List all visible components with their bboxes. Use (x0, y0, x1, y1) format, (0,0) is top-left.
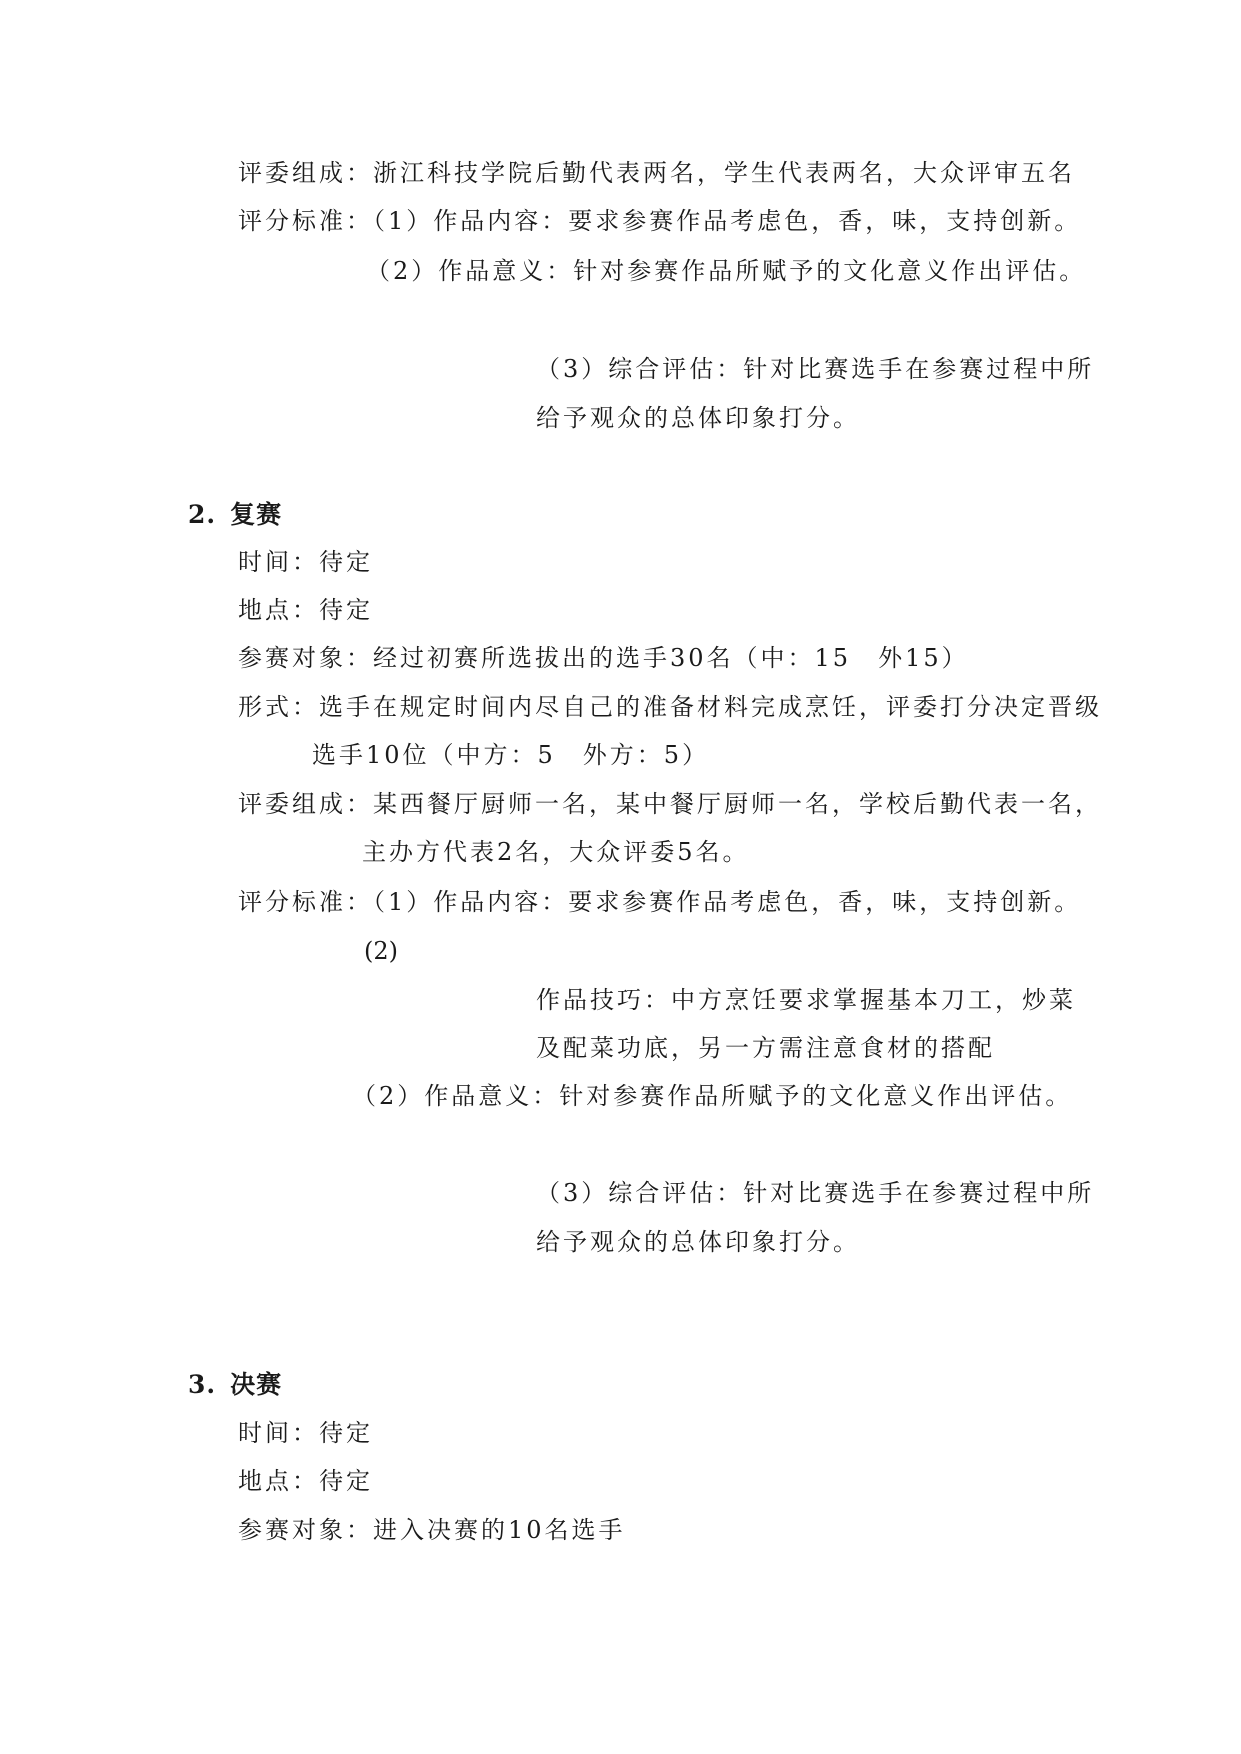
semifinal-criteria-skill: 作品技巧：中方烹饪要求掌握基本刀工，炒菜 (536, 986, 1076, 1014)
section-number: 2. (188, 500, 217, 529)
scoring-criteria-overall-cont: 给予观众的总体印象打分。 (536, 404, 860, 432)
semifinal-criteria-content: 评分标准：（1）作品内容：要求参赛作品考虑色，香，味，支持创新。 (238, 888, 1082, 916)
scoring-criteria-meaning: （2）作品意义：针对参赛作品所赋予的文化意义作出评估。 (366, 257, 1087, 285)
section-title: 决赛 (230, 1370, 283, 1399)
semifinal-participants: 参赛对象：经过初赛所选拔出的选手30名（中：15 外15） (238, 644, 969, 672)
semifinal-criteria-2-label: (2) (364, 937, 398, 965)
scoring-criteria-overall: （3）综合评估：针对比赛选手在参赛过程中所 (536, 355, 1095, 383)
final-participants: 参赛对象：进入决赛的10名选手 (238, 1516, 626, 1544)
judges-composition: 评委组成：浙江科技学院后勤代表两名，学生代表两名，大众评审五名 (238, 159, 1075, 187)
semifinal-judges: 评委组成：某西餐厅厨师一名，某中餐厅厨师一名，学校后勤代表一名， (238, 790, 1102, 818)
semifinal-criteria-overall-cont: 给予观众的总体印象打分。 (536, 1228, 860, 1256)
final-place: 地点：待定 (238, 1467, 373, 1495)
semifinal-criteria-meaning: （2）作品意义：针对参赛作品所赋予的文化意义作出评估。 (352, 1082, 1073, 1110)
section-heading-semifinal (188, 500, 282, 530)
semifinal-time: 时间：待定 (238, 548, 373, 576)
final-time: 时间：待定 (238, 1419, 373, 1447)
section-title: 复赛 (230, 500, 283, 529)
semifinal-place: 地点：待定 (238, 596, 373, 624)
section-number: 3. (188, 1370, 217, 1399)
semifinal-criteria-skill-cont: 及配菜功底，另一方需注意食材的搭配 (536, 1034, 995, 1062)
section-heading-final (188, 1370, 282, 1400)
semifinal-criteria-overall: （3）综合评估：针对比赛选手在参赛过程中所 (536, 1179, 1095, 1207)
semifinal-format: 形式：选手在规定时间内尽自己的准备材料完成烹饪，评委打分决定晋级 (238, 693, 1102, 721)
semifinal-format-cont: 选手10位（中方：5 外方：5） (312, 741, 710, 769)
semifinal-judges-cont: 主办方代表2名，大众评委5名。 (362, 838, 750, 866)
scoring-criteria-content: 评分标准：（1）作品内容：要求参赛作品考虑色，香，味，支持创新。 (238, 207, 1082, 235)
